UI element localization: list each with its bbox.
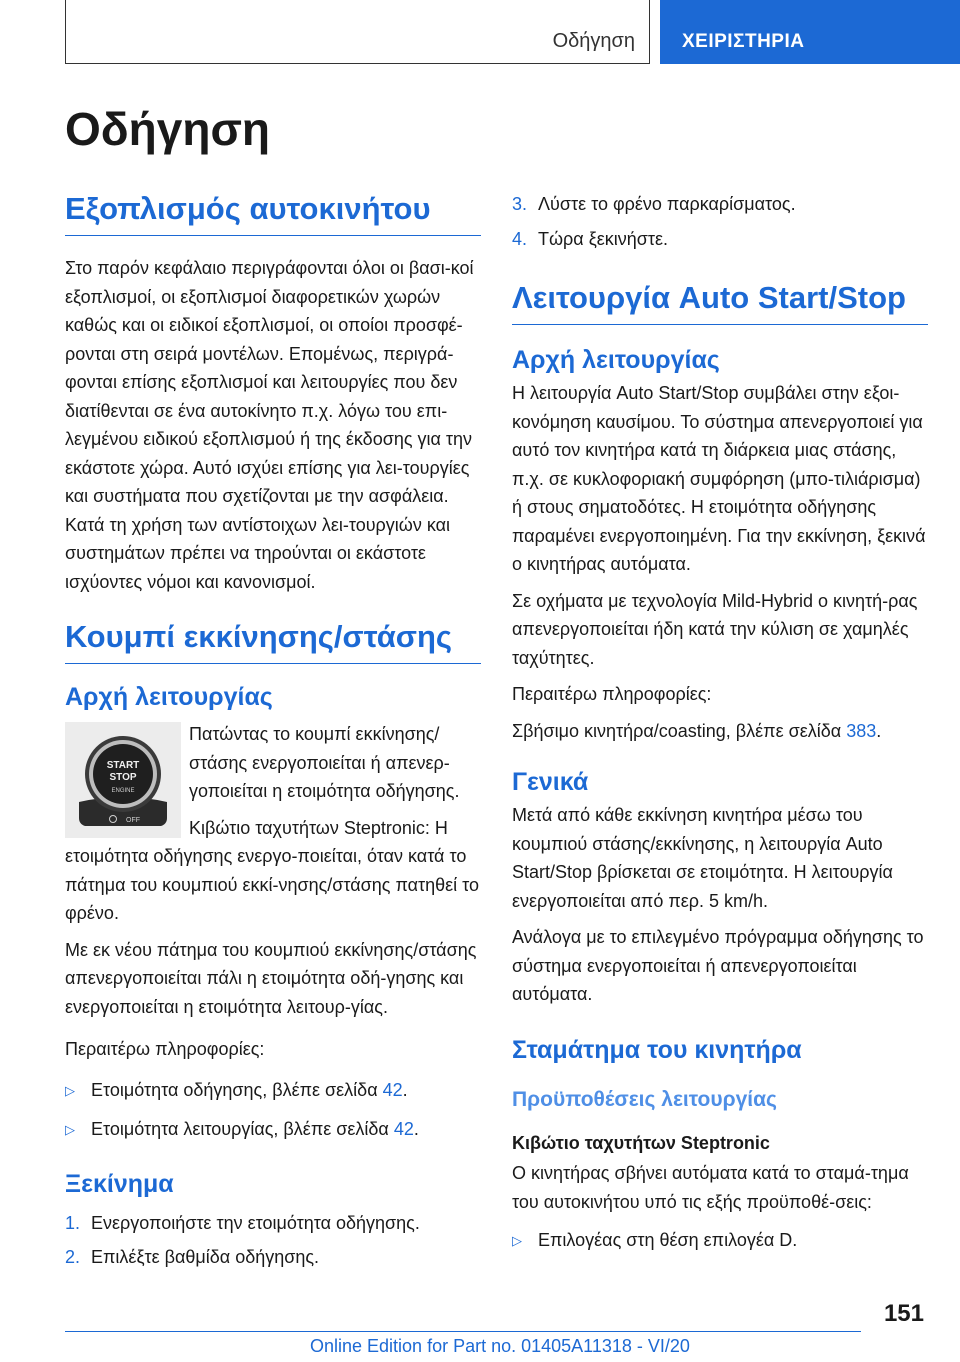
page-link[interactable]: 42 (382, 1079, 403, 1100)
subsection-title-stopping-engine: Σταμάτημα του κινητήρα (512, 1035, 802, 1064)
header-section-box (65, 0, 650, 64)
page-link[interactable]: 383 (846, 720, 877, 741)
list-item (65, 1115, 481, 1145)
more-info-label: Περαιτέρω πληροφορίες: (512, 684, 712, 705)
section-title-equipment: Εξοπλισμός αυτοκινήτου (65, 190, 481, 236)
auto-start-stop-paragraph-2: Σε οχήματα με τεχνολογία Mild-Hybrid ο κινητή‐ρας απενεργοποιείται ήδη κατά την κύλιση σε χαμηλές ταχύτητες. (512, 590, 918, 668)
equipment-paragraph: Στο παρόν κεφάλαιο περιγράφονται όλοι οι βασι‐κοί εξοπλισμοί, οι εξοπλισμοί διαφορετικών χωρών καθώς και οι ειδικοί εξοπλισμοί, οι οποίοι προσφέ‐ρονται στη σειρά μοντέλων. Επομένως, περιγρά‐φονται επίσης εξοπλισμοί και λειτουργίες που δεν διατίθενται σε ένα αυτοκίνητο π.χ. λόγω του επι‐λεγμένου ειδικού εξοπλισμού ή της έκδοσης για την εκάστοτε χώρα. Αυτό ισχύει επίσης για λει‐τουργίες και συστήματα που σχετίζονται με την ασφάλεια. Κατά τη χρήση των αντίστοιχων λει‐τουργιών και συστημάτων πρέπει να τηρούνται οι εκάστοτε ισχύοντες νόμοι και κανονισμοί. (65, 258, 474, 592)
list-item (512, 1226, 928, 1256)
step-item (512, 225, 928, 254)
general-paragraph-2: Ανάλογα με το επιλεγμένο πρόγραμμα οδήγησης το σύστημα ενεργοποιείται ή απενεργοποιείται αυτόματα. (512, 927, 924, 1005)
subsection-title-starting: Ξεκίνημα (65, 1169, 174, 1198)
list-item-text: Επιλογέας στη θέση επιλογέα D. (538, 1230, 798, 1251)
header-chapter-label: ΧΕΙΡΙΣΤΗΡΙΑ (682, 31, 805, 52)
list-item-text: Ετοιμότητα λειτουργίας, βλέπε σελίδα 42. (91, 1119, 419, 1140)
svg-text:OFF: OFF (126, 817, 140, 825)
right-column (512, 190, 928, 1266)
subsection-title-general: Γενικά (512, 768, 589, 797)
start-stop-paragraph-3: Με εκ νέου πάτημα του κουμπιού εκκίνησης/στάσης απενεργοποιείται πάλι η ετοιμότητα οδή‐γησης και ενεργοποιείται η ετοιμότητα λειτουρ‐γίας. (65, 939, 477, 1017)
footer-edition-text: Online Edition for Part no. 01405A11318 - VI/20 (310, 1336, 690, 1356)
steptronic-heading: Κιβώτιο ταχυτήτων Steptronic (512, 1132, 770, 1153)
start-stop-paragraph-2: Κιβώτιο ταχυτήτων Steptronic: Η ετοιμότητα οδήγησης ενεργο‐ποιείται, όταν κατά το πάτημα του κουμπιού εκκί‐νησης/στάσης πατηθεί το φρένο. (65, 817, 480, 924)
subsection-title-principle: Αρχή λειτουργίας (512, 346, 720, 375)
footer-divider (65, 1331, 861, 1332)
step-item (65, 1209, 481, 1238)
svg-text:STOP: STOP (109, 772, 137, 784)
coasting-reference: Σβήσιμο κινητήρα/coasting, βλέπε σελίδα 383. (512, 720, 882, 741)
header-section-label: Οδήγηση (552, 30, 635, 52)
left-column (65, 190, 481, 1278)
section-title-auto-start-stop: Λειτουργία Auto Start/Stop (512, 279, 928, 325)
svg-text:START: START (106, 760, 140, 772)
list-item (65, 1076, 481, 1106)
start-stop-paragraph-1: Πατώντας το κουμπί εκκίνησης/στάσης ενεργοποιείται ή απενερ‐γοποιείται η ετοιμότητα οδήγησης. (189, 724, 460, 802)
list-item-text: Ετοιμότητα οδήγησης, βλέπε σελίδα 42. (91, 1079, 408, 1100)
subsection-title-principle: Αρχή λειτουργίας (65, 683, 273, 712)
page-link[interactable]: 42 (393, 1119, 414, 1140)
auto-start-stop-paragraph-1: Η λειτουργία Auto Start/Stop συμβάλει στην εξοι‐κονόμηση καυσίμου. Το σύστημα απενεργοποιεί για αυτό τον κινητήρα κατά τη διάρκεια μιας στάσης, π.χ. σε κυκλοφοριακή συμφόρηση (μπο‐τιλιάρισμα) ή στους σηματοδότες. Η ετοιμότητα οδήγησης παραμένει ενεργοποιημένη. Για την εκκίνηση, ξεκινά ο κινητήρας αυτόματα. (512, 383, 926, 575)
step-text: Τώρα ξεκινήστε. (538, 228, 669, 249)
step-number: 2. (65, 1247, 81, 1268)
step-text: Λύστε το φρένο παρκαρίσματος. (538, 194, 796, 214)
step-number: 4. (512, 228, 528, 249)
section-title-start-stop-button: Κουμπί εκκίνησης/στάσης (65, 618, 481, 664)
triangle-right-outline-icon: ▷ (65, 1122, 75, 1138)
general-paragraph-1: Μετά από κάθε εκκίνηση κινητήρα μέσω του κουμπιού στάσης/εκκίνησης, η λειτουργία Auto Start/Stop βρίσκεται σε ετοιμότητα. Η λειτουργία ενεργοποιείται από περ. 5 km/h. (512, 805, 893, 911)
subsubsection-title-requirements: Προϋποθέσεις λειτουργίας (512, 1087, 777, 1111)
start-stop-button-image (65, 722, 181, 838)
triangle-right-outline-icon: ▷ (512, 1233, 522, 1249)
step-number: 3. (512, 194, 528, 214)
page-title: Οδήγηση (65, 103, 271, 155)
step-number: 1. (65, 1212, 81, 1233)
step-text: Επιλέξτε βαθμίδα οδήγησης. (91, 1247, 320, 1268)
stopping-engine-paragraph: Ο κινητήρας σβήνει αυτόματα κατά το σταμά‐τημα του αυτοκινήτου υπό τις εξής προϋποθέ‐σεις: (512, 1163, 909, 1212)
header-chapter-tab[interactable] (660, 0, 960, 64)
triangle-right-outline-icon: ▷ (65, 1082, 75, 1098)
step-item (65, 1243, 481, 1272)
start-stop-button-icon (65, 722, 181, 838)
step-item (512, 190, 928, 219)
svg-text:ENGINE: ENGINE (111, 788, 135, 795)
more-info-label: Περαιτέρω πληροφορίες: (65, 1039, 265, 1060)
step-text: Ενεργοποιήστε την ετοιμότητα οδήγησης. (91, 1212, 420, 1233)
page-number: 151 (883, 1300, 924, 1327)
